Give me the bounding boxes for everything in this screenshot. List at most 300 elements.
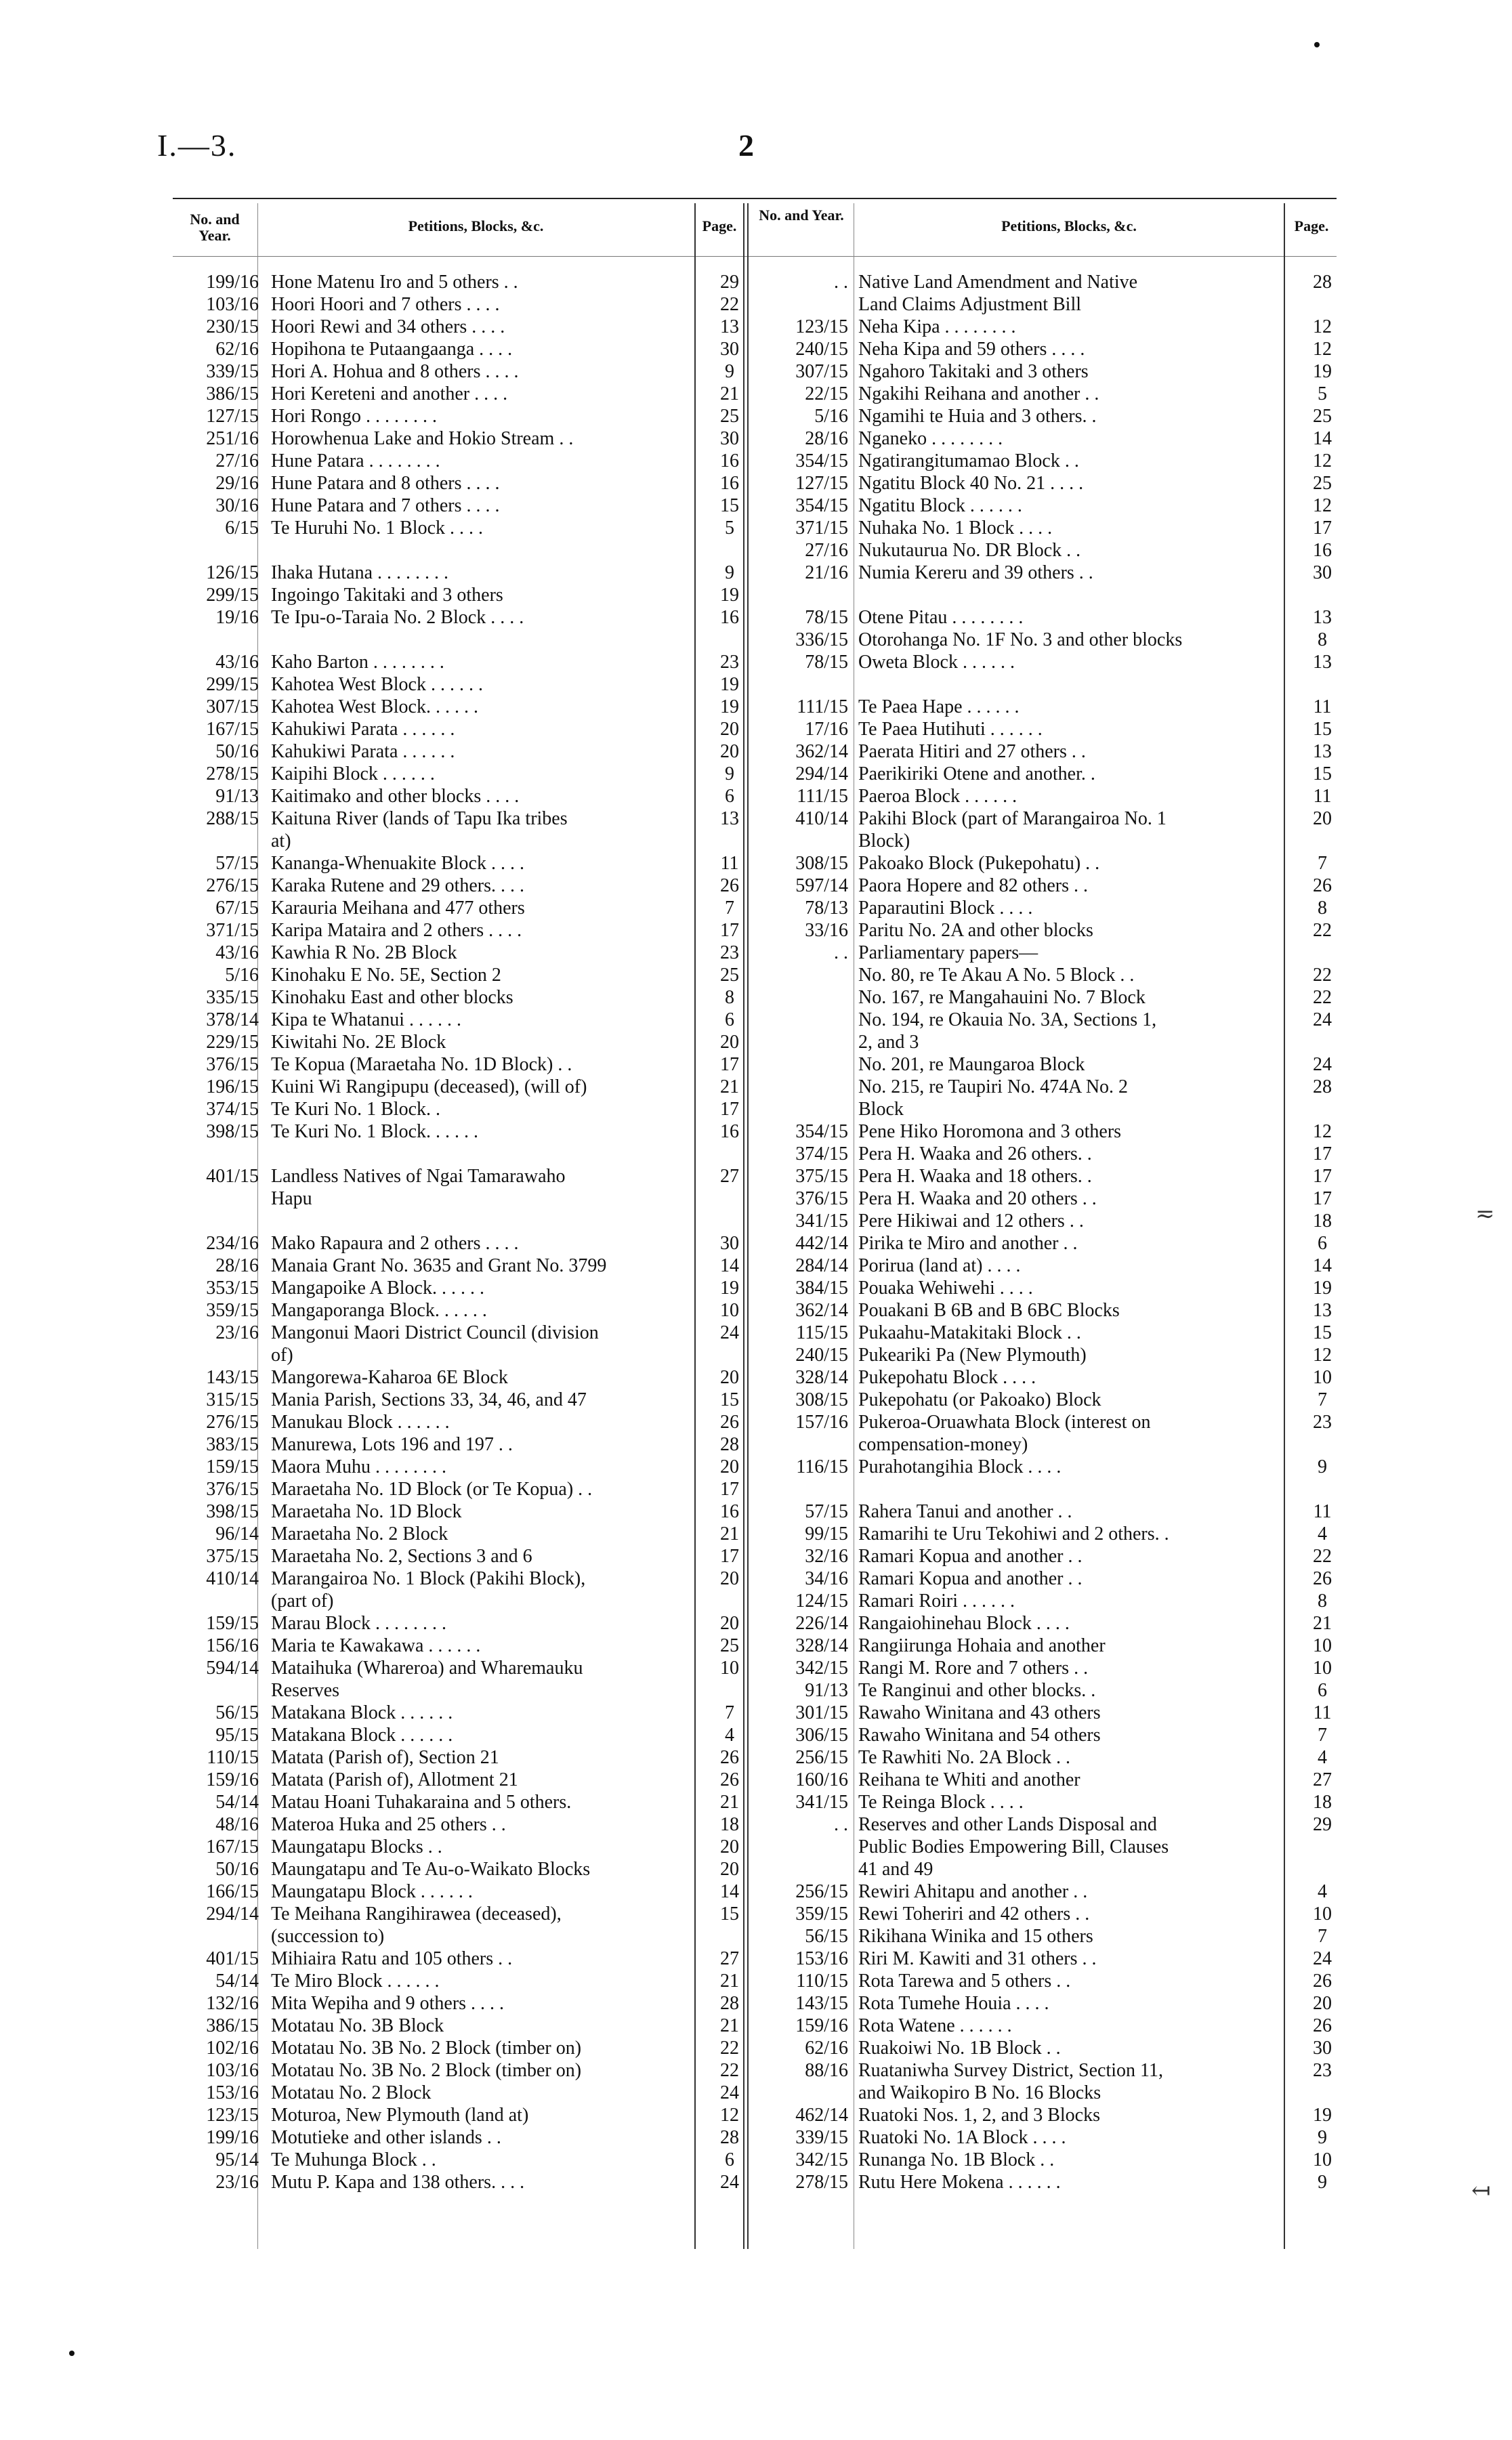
entry-number: 23/16 bbox=[215, 1322, 259, 1343]
entry-number: 294/14 bbox=[206, 1903, 259, 1924]
entry-title: Pere Hikiwai and 12 others . . bbox=[858, 1211, 1084, 1232]
entry-title: Kawhia R No. 2B Block bbox=[271, 942, 457, 963]
entry-title: Kinohaku E No. 5E, Section 2 bbox=[271, 965, 501, 986]
index-row bbox=[753, 1344, 1349, 1366]
entry-number: 374/15 bbox=[206, 1099, 259, 1120]
index-row bbox=[157, 271, 747, 293]
entry-title: Mangorewa-Kaharoa 6E Block bbox=[271, 1367, 508, 1388]
index-row bbox=[157, 740, 747, 763]
index-row bbox=[157, 1053, 747, 1076]
entry-number: 157/16 bbox=[795, 1412, 848, 1433]
index-row bbox=[753, 316, 1349, 338]
index-row bbox=[753, 1858, 1349, 1880]
entry-title: Matata (Parish of), Section 21 bbox=[271, 1747, 499, 1768]
table-top-rule bbox=[173, 198, 1337, 199]
entry-page: 15 bbox=[1313, 1322, 1332, 1343]
index-row bbox=[157, 830, 747, 852]
entry-title: Ruataniwha Survey District, Section 11, bbox=[858, 2060, 1163, 2081]
entry-number: 301/15 bbox=[795, 1702, 848, 1723]
entry-number: . . bbox=[834, 1814, 848, 1835]
index-row bbox=[157, 1500, 747, 1523]
entry-page: 6 bbox=[725, 2149, 734, 2170]
entry-page: 19 bbox=[720, 585, 739, 606]
index-row bbox=[157, 2126, 747, 2149]
index-row bbox=[157, 2015, 747, 2037]
index-row bbox=[157, 1165, 747, 1187]
entry-page: 28 bbox=[720, 2127, 739, 2148]
index-row bbox=[753, 1009, 1349, 1031]
entry-page: 15 bbox=[720, 495, 739, 516]
entry-page: 17 bbox=[1313, 1188, 1332, 1209]
entry-page: 21 bbox=[720, 1971, 739, 1992]
entry-number: 410/14 bbox=[795, 808, 848, 829]
entry-page: 20 bbox=[720, 719, 739, 740]
index-row bbox=[157, 1255, 747, 1277]
entry-page: 23 bbox=[1313, 1412, 1332, 1433]
entry-number: 28/16 bbox=[805, 428, 848, 449]
index-row bbox=[753, 1433, 1349, 1456]
entry-number: 123/15 bbox=[795, 316, 848, 337]
entry-page: 26 bbox=[1313, 875, 1332, 896]
index-row bbox=[157, 606, 747, 629]
entry-number: 196/15 bbox=[206, 1076, 259, 1097]
entry-number: 306/15 bbox=[795, 1725, 848, 1746]
index-row bbox=[157, 1187, 747, 1210]
entry-title: Maria te Kawakawa . . . . . . bbox=[271, 1635, 481, 1656]
entry-title: Moturoa, New Plymouth (land at) bbox=[271, 2105, 529, 2126]
index-row bbox=[157, 1322, 747, 1344]
entry-title: Kahukiwi Parata . . . . . . bbox=[271, 741, 455, 762]
entry-title: Karipa Mataira and 2 others . . . . bbox=[271, 920, 522, 941]
index-row bbox=[753, 2126, 1349, 2149]
right-no-year-heading: No. and Year. bbox=[759, 207, 844, 224]
entry-title: Hune Patara and 8 others . . . . bbox=[271, 473, 500, 494]
entry-title: Hune Patara and 7 others . . . . bbox=[271, 495, 500, 516]
entry-number: 597/14 bbox=[795, 875, 848, 896]
entry-title: Ngahoro Takitaki and 3 others bbox=[858, 361, 1089, 382]
index-row bbox=[157, 1031, 747, 1053]
entry-page: 20 bbox=[720, 1456, 739, 1477]
entry-title: Matata (Parish of), Allotment 21 bbox=[271, 1769, 518, 1790]
entry-number: 328/14 bbox=[795, 1367, 848, 1388]
entry-number: 116/15 bbox=[796, 1456, 848, 1477]
entry-page: 20 bbox=[1313, 808, 1332, 829]
entry-page: 6 bbox=[725, 1009, 734, 1030]
entry-title: Landless Natives of Ngai Tamarawaho bbox=[271, 1166, 566, 1187]
index-row bbox=[157, 718, 747, 740]
entry-number: 166/15 bbox=[206, 1881, 259, 1902]
entry-number: 339/15 bbox=[206, 361, 259, 382]
entry-number: 78/13 bbox=[805, 898, 848, 919]
entry-number: 362/14 bbox=[795, 741, 848, 762]
entry-title: Block bbox=[858, 1099, 904, 1120]
entry-title: Te Huruhi No. 1 Block . . . . bbox=[271, 518, 484, 539]
entry-number: 410/14 bbox=[206, 1568, 259, 1589]
entry-page: 22 bbox=[1313, 987, 1332, 1008]
entry-page: 17 bbox=[1313, 1166, 1332, 1187]
entry-page: 28 bbox=[720, 1434, 739, 1455]
entry-page: 23 bbox=[720, 652, 739, 673]
entry-title: Pukeroa-Oruawhata Block (interest on bbox=[858, 1412, 1151, 1433]
entry-number: 308/15 bbox=[795, 1389, 848, 1410]
entry-title: Hori Kereteni and another . . . . bbox=[271, 383, 508, 404]
entry-page: 7 bbox=[1318, 1725, 1327, 1746]
index-row bbox=[157, 1076, 747, 1098]
index-row bbox=[753, 1769, 1349, 1791]
index-row bbox=[753, 1076, 1349, 1098]
entry-number: 278/15 bbox=[795, 2172, 848, 2193]
entry-title: 41 and 49 bbox=[858, 1859, 933, 1880]
entry-number: 95/15 bbox=[215, 1725, 259, 1746]
entry-number: 354/15 bbox=[795, 450, 848, 471]
index-row bbox=[157, 763, 747, 785]
entry-title: Hoori Hoori and 7 others . . . . bbox=[271, 294, 500, 315]
index-row bbox=[157, 1568, 747, 1590]
entry-number: 308/15 bbox=[795, 853, 848, 874]
index-row bbox=[753, 1366, 1349, 1389]
entry-title: Rangiirunga Hohaia and another bbox=[858, 1635, 1106, 1656]
index-row bbox=[157, 1746, 747, 1769]
entry-page: 27 bbox=[720, 1948, 739, 1969]
entry-number: 229/15 bbox=[206, 1032, 259, 1053]
entry-title: Te Meihana Rangihirawea (deceased), bbox=[271, 1903, 562, 1924]
entry-page: 20 bbox=[720, 1859, 739, 1880]
entry-page: 7 bbox=[725, 1702, 734, 1723]
entry-number: 159/15 bbox=[206, 1456, 259, 1477]
entry-title: Mangaporanga Block. . . . . . bbox=[271, 1300, 487, 1321]
entry-title: Ramarihi te Uru Tekohiwi and 2 others. . bbox=[858, 1523, 1169, 1544]
entry-page: 9 bbox=[1318, 2172, 1327, 2193]
entry-title: Pirika te Miro and another . . bbox=[858, 1233, 1078, 1254]
index-row bbox=[753, 2037, 1349, 2059]
index-row bbox=[753, 1098, 1349, 1120]
index-row bbox=[753, 1635, 1349, 1657]
entry-title: Neha Kipa and 59 others . . . . bbox=[858, 339, 1085, 360]
entry-title: Pukaahu-Matakitaki Block . . bbox=[858, 1322, 1081, 1343]
entry-page: 20 bbox=[720, 1367, 739, 1388]
entry-title: Paeroa Block . . . . . . bbox=[858, 786, 1017, 807]
index-row bbox=[753, 1322, 1349, 1344]
index-row bbox=[157, 2082, 747, 2104]
entry-page: 17 bbox=[720, 1546, 739, 1567]
entry-title: Rewi Toheriri and 42 others . . bbox=[858, 1903, 1090, 1924]
index-row bbox=[753, 1612, 1349, 1635]
index-row bbox=[753, 852, 1349, 875]
entry-title: Kaitimako and other blocks . . . . bbox=[271, 786, 520, 807]
entry-number: 376/15 bbox=[206, 1054, 259, 1075]
entry-title: Otene Pitau . . . . . . . . bbox=[858, 607, 1024, 628]
index-row bbox=[753, 1724, 1349, 1746]
index-row bbox=[157, 1299, 747, 1322]
entry-title: Pera H. Waaka and 26 others. . bbox=[858, 1143, 1092, 1164]
entry-title: Maungatapu Blocks . . bbox=[271, 1836, 442, 1857]
entry-page: 12 bbox=[1313, 450, 1332, 471]
entry-title: Hapu bbox=[271, 1188, 312, 1209]
entry-page: 26 bbox=[720, 875, 739, 896]
index-row bbox=[157, 562, 747, 584]
index-row bbox=[753, 1948, 1349, 1970]
entry-page: 13 bbox=[720, 808, 739, 829]
entry-number: 375/15 bbox=[206, 1546, 259, 1567]
entry-title: Native Land Amendment and Native bbox=[858, 272, 1138, 293]
entry-number: 299/15 bbox=[206, 585, 259, 606]
entry-title: Marangairoa No. 1 Block (Pakihi Block), bbox=[271, 1568, 586, 1589]
index-row bbox=[753, 763, 1349, 785]
index-row bbox=[753, 740, 1349, 763]
entry-title: Kahukiwi Parata . . . . . . bbox=[271, 719, 455, 740]
index-row bbox=[753, 405, 1349, 427]
entry-number: 307/15 bbox=[795, 361, 848, 382]
entry-title: Ngamihi te Huia and 3 others. . bbox=[858, 406, 1097, 427]
index-row bbox=[157, 807, 747, 830]
entry-number: 32/16 bbox=[805, 1546, 848, 1567]
entry-page: 15 bbox=[1313, 763, 1332, 784]
entry-title: Mataihuka (Whareroa) and Wharemauku bbox=[271, 1658, 583, 1679]
entry-page: 21 bbox=[720, 383, 739, 404]
index-row bbox=[157, 2037, 747, 2059]
entry-page: 20 bbox=[720, 741, 739, 762]
entry-number: 56/15 bbox=[805, 1926, 848, 1947]
entry-title: Ruatoki No. 1A Block . . . . bbox=[858, 2127, 1066, 2148]
entry-number: 78/15 bbox=[805, 652, 848, 673]
entry-title: Numia Kereru and 39 others . . bbox=[858, 562, 1093, 583]
entry-number: 78/15 bbox=[805, 607, 848, 628]
index-row bbox=[753, 293, 1349, 316]
index-row bbox=[753, 2149, 1349, 2171]
entry-number: 111/15 bbox=[797, 786, 848, 807]
index-row bbox=[157, 1970, 747, 1992]
entry-number: 442/14 bbox=[795, 1233, 848, 1254]
index-row bbox=[157, 383, 747, 405]
entry-page: 6 bbox=[725, 786, 734, 807]
index-row bbox=[157, 651, 747, 673]
entry-page: 9 bbox=[725, 763, 734, 784]
entry-page: 19 bbox=[720, 1278, 739, 1299]
entry-title: Paerata Hitiri and 27 others . . bbox=[858, 741, 1086, 762]
entry-title: Motatau No. 3B No. 2 Block (timber on) bbox=[271, 2038, 582, 2059]
entry-number: 353/15 bbox=[206, 1278, 259, 1299]
index-row bbox=[753, 1813, 1349, 1836]
entry-page: 10 bbox=[720, 1658, 739, 1679]
entry-title: Ngakihi Reihana and another . . bbox=[858, 383, 1099, 404]
entry-number: 335/15 bbox=[206, 987, 259, 1008]
entry-page: 22 bbox=[1313, 965, 1332, 986]
entry-number: 256/15 bbox=[795, 1747, 848, 1768]
entry-title: compensation-money) bbox=[858, 1434, 1028, 1455]
entry-title: Ramari Kopua and another . . bbox=[858, 1546, 1083, 1567]
entry-title: Public Bodies Empowering Bill, Clauses bbox=[858, 1836, 1169, 1857]
entry-title: Mako Rapaura and 2 others . . . . bbox=[271, 1233, 519, 1254]
entry-title: Te Miro Block . . . . . . bbox=[271, 1971, 440, 1992]
index-row bbox=[753, 360, 1349, 383]
entry-number: 307/15 bbox=[206, 696, 259, 717]
index-row bbox=[157, 360, 747, 383]
entry-title: Pukepohatu (or Pakoako) Block bbox=[858, 1389, 1101, 1410]
entry-page: 20 bbox=[720, 1613, 739, 1634]
entry-page: 11 bbox=[1313, 786, 1332, 807]
entry-number: 22/15 bbox=[805, 383, 848, 404]
entry-page: 17 bbox=[1313, 518, 1332, 539]
entry-page: 20 bbox=[720, 1568, 739, 1589]
entry-number: 127/15 bbox=[206, 406, 259, 427]
entry-number: 376/15 bbox=[206, 1479, 259, 1500]
index-row bbox=[753, 1791, 1349, 1813]
entry-number: 127/15 bbox=[795, 473, 848, 494]
index-row bbox=[157, 1389, 747, 1411]
entry-number: 156/16 bbox=[206, 1635, 259, 1656]
entry-page: 25 bbox=[1313, 406, 1332, 427]
entry-number: 398/15 bbox=[206, 1121, 259, 1142]
entry-number: . . bbox=[834, 272, 848, 293]
index-row bbox=[157, 1456, 747, 1478]
entry-number: 103/16 bbox=[206, 2060, 259, 2081]
entry-title: Hori Rongo . . . . . . . . bbox=[271, 406, 437, 427]
entry-title: Oweta Block . . . . . . bbox=[858, 652, 1015, 673]
index-row bbox=[157, 1612, 747, 1635]
entry-page: 29 bbox=[1313, 1814, 1332, 1835]
entry-title: Matau Hoani Tuhakaraina and 5 others. bbox=[271, 1792, 572, 1813]
entry-title: No. 201, re Maungaroa Block bbox=[858, 1054, 1085, 1075]
entry-number: 57/15 bbox=[215, 853, 259, 874]
entry-title: Te Kuri No. 1 Block. . . . . . bbox=[271, 1121, 479, 1142]
entry-title: Pukeariki Pa (New Plymouth) bbox=[858, 1345, 1087, 1366]
entry-title: Horowhenua Lake and Hokio Stream . . bbox=[271, 428, 574, 449]
entry-number: 159/16 bbox=[206, 1769, 259, 1790]
entry-page: 21 bbox=[1313, 1613, 1332, 1634]
entry-title: Maraetaha No. 2, Sections 3 and 6 bbox=[271, 1546, 532, 1567]
entry-page: 24 bbox=[1313, 1009, 1332, 1030]
entry-title: Paritu No. 2A and other blocks bbox=[858, 920, 1093, 941]
index-row bbox=[753, 1500, 1349, 1523]
entry-title: Otorohanga No. 1F No. 3 and other blocks bbox=[858, 629, 1183, 650]
index-row bbox=[753, 830, 1349, 852]
entry-page: 7 bbox=[1318, 1389, 1327, 1410]
entry-number: 110/15 bbox=[796, 1971, 848, 1992]
entry-page: 13 bbox=[1313, 652, 1332, 673]
entry-number: 371/15 bbox=[795, 518, 848, 539]
entry-title: Rota Watene . . . . . . bbox=[858, 2015, 1012, 2036]
entry-title: Reihana te Whiti and another bbox=[858, 1769, 1080, 1790]
index-row bbox=[157, 1545, 747, 1568]
entry-title: Pakihi Block (part of Marangairoa No. 1 bbox=[858, 808, 1167, 829]
index-row bbox=[157, 427, 747, 450]
entry-number: 336/15 bbox=[795, 629, 848, 650]
entry-number: 30/16 bbox=[215, 495, 259, 516]
entry-title: No. 80, re Te Akau A No. 5 Block . . bbox=[858, 965, 1135, 986]
entry-number: 123/15 bbox=[206, 2105, 259, 2126]
entry-title: Matakana Block . . . . . . bbox=[271, 1702, 453, 1723]
entry-number: 375/15 bbox=[795, 1166, 848, 1187]
entry-number: 29/16 bbox=[215, 473, 259, 494]
index-row bbox=[753, 1120, 1349, 1143]
left-index-column bbox=[157, 271, 747, 2193]
index-row bbox=[753, 696, 1349, 718]
entry-page: 8 bbox=[1318, 898, 1327, 919]
index-row bbox=[157, 338, 747, 360]
entry-title: Karauria Meihana and 477 others bbox=[271, 898, 525, 919]
entry-page: 12 bbox=[1313, 1121, 1332, 1142]
entry-page: 17 bbox=[1313, 1143, 1332, 1164]
entry-page: 16 bbox=[720, 450, 739, 471]
entry-title: Ramari Roiri . . . . . . bbox=[858, 1591, 1015, 1612]
entry-title: Ngatirangitumamao Block . . bbox=[858, 450, 1079, 471]
index-row bbox=[157, 785, 747, 807]
index-row bbox=[157, 1925, 747, 1948]
entry-page: 26 bbox=[1313, 2015, 1332, 2036]
entry-title: Kananga-Whenuakite Block . . . . bbox=[271, 853, 524, 874]
entry-page: 12 bbox=[1313, 316, 1332, 337]
entry-title: Materoa Huka and 25 others . . bbox=[271, 1814, 506, 1835]
entry-number: 299/15 bbox=[206, 674, 259, 695]
entry-number: 153/16 bbox=[795, 1948, 848, 1969]
entry-title: Rawaho Winitana and 43 others bbox=[858, 1702, 1101, 1723]
index-row bbox=[753, 1143, 1349, 1165]
entry-number: 199/16 bbox=[206, 2127, 259, 2148]
index-row bbox=[753, 495, 1349, 517]
entry-page: 8 bbox=[1318, 629, 1327, 650]
entry-title: Rawaho Winitana and 54 others bbox=[858, 1725, 1101, 1746]
entry-title: Reserves bbox=[271, 1680, 340, 1701]
entry-number: 91/13 bbox=[805, 1680, 848, 1701]
index-row bbox=[157, 1992, 747, 2015]
index-row bbox=[157, 1344, 747, 1366]
entry-number: 167/15 bbox=[206, 719, 259, 740]
entry-page: 9 bbox=[1318, 2127, 1327, 2148]
entry-number: 341/15 bbox=[795, 1792, 848, 1813]
entry-page: 14 bbox=[1313, 1255, 1332, 1276]
entry-number: 50/16 bbox=[215, 741, 259, 762]
entry-title: Motatau No. 3B No. 2 Block (timber on) bbox=[271, 2060, 582, 2081]
entry-page: 4 bbox=[1318, 1881, 1327, 1902]
entry-title: Parliamentary papers— bbox=[858, 942, 1038, 963]
index-row bbox=[753, 1456, 1349, 1478]
index-row bbox=[157, 1009, 747, 1031]
entry-title: Rahera Tanui and another . . bbox=[858, 1501, 1072, 1522]
entry-number: 21/16 bbox=[805, 562, 848, 583]
index-row bbox=[753, 986, 1349, 1009]
index-row bbox=[753, 1679, 1349, 1702]
entry-title: Rota Tarewa and 5 others . . bbox=[858, 1971, 1071, 1992]
left-page-heading: Page. bbox=[702, 217, 737, 234]
index-row bbox=[157, 897, 747, 919]
entry-page: 30 bbox=[720, 339, 739, 360]
index-row bbox=[157, 1143, 747, 1165]
entry-number: 371/15 bbox=[206, 920, 259, 941]
index-row bbox=[753, 964, 1349, 986]
index-row bbox=[753, 1031, 1349, 1053]
entry-title: Hune Patara . . . . . . . . bbox=[271, 450, 440, 471]
index-row bbox=[157, 1277, 747, 1299]
index-row bbox=[753, 673, 1349, 696]
entry-number: 143/15 bbox=[206, 1367, 259, 1388]
index-row bbox=[753, 1053, 1349, 1076]
entry-number: 294/14 bbox=[795, 763, 848, 784]
index-row bbox=[753, 1568, 1349, 1590]
entry-number: 27/16 bbox=[805, 540, 848, 561]
index-row bbox=[157, 1098, 747, 1120]
entry-number: 374/15 bbox=[795, 1143, 848, 1164]
index-row bbox=[753, 2059, 1349, 2082]
entry-number: 57/15 bbox=[805, 1501, 848, 1522]
entry-number: 132/16 bbox=[206, 1993, 259, 2014]
index-row bbox=[753, 1657, 1349, 1679]
entry-title: and Waikopiro B No. 16 Blocks bbox=[858, 2082, 1101, 2103]
entry-title: Rikihana Winika and 15 others bbox=[858, 1926, 1093, 1947]
entry-page: 25 bbox=[1313, 473, 1332, 494]
index-row bbox=[753, 338, 1349, 360]
entry-page: 13 bbox=[1313, 607, 1332, 628]
index-row bbox=[157, 942, 747, 964]
